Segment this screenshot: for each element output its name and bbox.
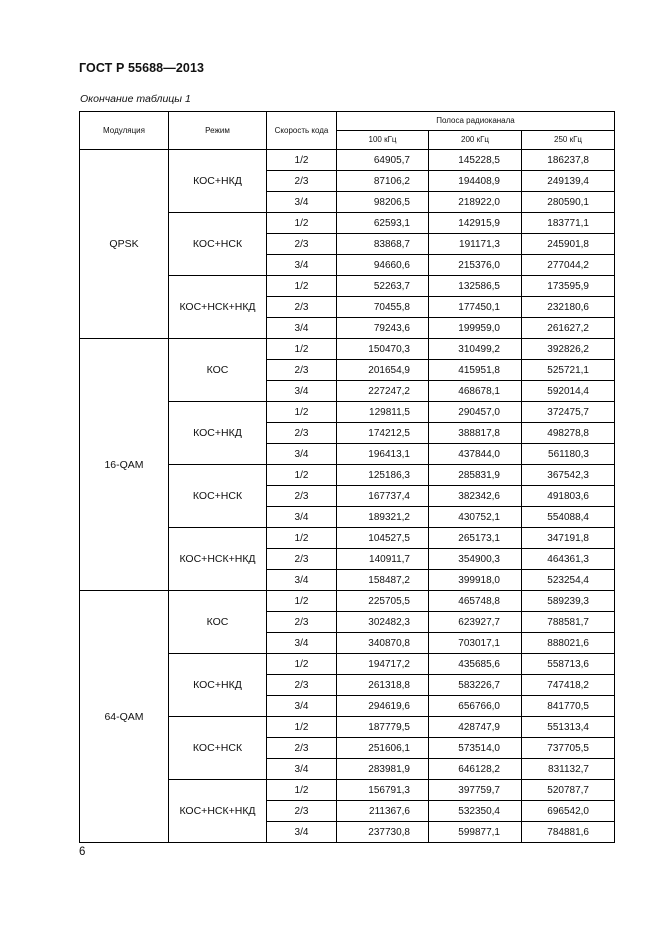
- value-cell: 52263,7: [337, 276, 429, 297]
- value-cell: 428747,9: [429, 717, 522, 738]
- mode-cell: КОС+НКД: [169, 150, 267, 213]
- value-cell: 703017,1: [429, 633, 522, 654]
- code-rate-cell: 1/2: [267, 339, 337, 360]
- value-cell: 525721,1: [522, 360, 615, 381]
- value-cell: 261627,2: [522, 318, 615, 339]
- value-cell: 94660,6: [337, 255, 429, 276]
- value-cell: 554088,4: [522, 507, 615, 528]
- value-cell: 70455,8: [337, 297, 429, 318]
- code-rate-cell: 3/4: [267, 381, 337, 402]
- value-cell: 215376,0: [429, 255, 522, 276]
- value-cell: 261318,8: [337, 675, 429, 696]
- header-bandwidth: Полоса радиоканала: [337, 112, 615, 131]
- document-header: ГОСТ Р 55688—2013: [79, 61, 205, 75]
- code-rate-cell: 1/2: [267, 528, 337, 549]
- value-cell: 788581,7: [522, 612, 615, 633]
- value-cell: 520787,7: [522, 780, 615, 801]
- value-cell: 62593,1: [337, 213, 429, 234]
- code-rate-cell: 3/4: [267, 570, 337, 591]
- value-cell: 104527,5: [337, 528, 429, 549]
- value-cell: 64905,7: [337, 150, 429, 171]
- value-cell: 498278,8: [522, 423, 615, 444]
- value-cell: 280590,1: [522, 192, 615, 213]
- code-rate-cell: 3/4: [267, 696, 337, 717]
- value-cell: 173595,9: [522, 276, 615, 297]
- value-cell: 150470,3: [337, 339, 429, 360]
- value-cell: 367542,3: [522, 465, 615, 486]
- value-cell: 174212,5: [337, 423, 429, 444]
- value-cell: 399918,0: [429, 570, 522, 591]
- code-rate-cell: 2/3: [267, 675, 337, 696]
- code-rate-cell: 2/3: [267, 549, 337, 570]
- mode-cell: КОС+НСК: [169, 213, 267, 276]
- value-cell: 167737,4: [337, 486, 429, 507]
- mode-cell: КОС+НКД: [169, 654, 267, 717]
- value-cell: 232180,6: [522, 297, 615, 318]
- value-cell: 177450,1: [429, 297, 522, 318]
- code-rate-cell: 2/3: [267, 801, 337, 822]
- value-cell: 87106,2: [337, 171, 429, 192]
- modulation-cell: 16-QAM: [80, 339, 169, 591]
- code-rate-cell: 3/4: [267, 444, 337, 465]
- value-cell: 189321,2: [337, 507, 429, 528]
- value-cell: 464361,3: [522, 549, 615, 570]
- code-rate-cell: 2/3: [267, 423, 337, 444]
- value-cell: 583226,7: [429, 675, 522, 696]
- header-bandwidth-100: 100 кГц: [337, 131, 429, 150]
- table-caption: Окончание таблицы 1: [80, 93, 191, 105]
- mode-cell: КОС+НСК+НКД: [169, 780, 267, 843]
- value-cell: 83868,7: [337, 234, 429, 255]
- value-cell: 551313,4: [522, 717, 615, 738]
- code-rate-cell: 2/3: [267, 738, 337, 759]
- value-cell: 194717,2: [337, 654, 429, 675]
- value-cell: 415951,8: [429, 360, 522, 381]
- code-rate-cell: 3/4: [267, 822, 337, 843]
- value-cell: 183771,1: [522, 213, 615, 234]
- value-cell: 191171,3: [429, 234, 522, 255]
- code-rate-cell: 3/4: [267, 507, 337, 528]
- value-cell: 218922,0: [429, 192, 522, 213]
- value-cell: 245901,8: [522, 234, 615, 255]
- value-cell: 196413,1: [337, 444, 429, 465]
- value-cell: 656766,0: [429, 696, 522, 717]
- mode-cell: КОС+НСК: [169, 465, 267, 528]
- value-cell: 340870,8: [337, 633, 429, 654]
- mode-cell: КОС+НСК: [169, 717, 267, 780]
- code-rate-cell: 1/2: [267, 465, 337, 486]
- code-rate-cell: 2/3: [267, 360, 337, 381]
- value-cell: 187779,5: [337, 717, 429, 738]
- value-cell: 599877,1: [429, 822, 522, 843]
- code-rate-cell: 1/2: [267, 654, 337, 675]
- value-cell: 302482,3: [337, 612, 429, 633]
- code-rate-cell: 1/2: [267, 591, 337, 612]
- code-rate-cell: 2/3: [267, 171, 337, 192]
- value-cell: 277044,2: [522, 255, 615, 276]
- value-cell: 841770,5: [522, 696, 615, 717]
- value-cell: 156791,3: [337, 780, 429, 801]
- header-bandwidth-250: 250 кГц: [522, 131, 615, 150]
- header-modulation: Модуляция: [80, 112, 169, 150]
- value-cell: 347191,8: [522, 528, 615, 549]
- value-cell: 397759,7: [429, 780, 522, 801]
- code-rate-cell: 2/3: [267, 486, 337, 507]
- code-rate-cell: 3/4: [267, 192, 337, 213]
- modulation-cell: 64-QAM: [80, 591, 169, 843]
- mode-cell: КОС: [169, 591, 267, 654]
- value-cell: 437844,0: [429, 444, 522, 465]
- value-cell: 225705,5: [337, 591, 429, 612]
- table-row: [80, 591, 615, 612]
- code-rate-cell: 2/3: [267, 612, 337, 633]
- value-cell: 199959,0: [429, 318, 522, 339]
- value-cell: 283981,9: [337, 759, 429, 780]
- value-cell: 465748,8: [429, 591, 522, 612]
- value-cell: 201654,9: [337, 360, 429, 381]
- value-cell: 468678,1: [429, 381, 522, 402]
- value-cell: 784881,6: [522, 822, 615, 843]
- mode-cell: КОС: [169, 339, 267, 402]
- value-cell: 561180,3: [522, 444, 615, 465]
- value-cell: 142915,9: [429, 213, 522, 234]
- value-cell: 125186,3: [337, 465, 429, 486]
- value-cell: 354900,3: [429, 549, 522, 570]
- value-cell: 294619,6: [337, 696, 429, 717]
- code-rate-cell: 1/2: [267, 213, 337, 234]
- code-rate-cell: 1/2: [267, 402, 337, 423]
- value-cell: 491803,6: [522, 486, 615, 507]
- value-cell: 430752,1: [429, 507, 522, 528]
- value-cell: 558713,6: [522, 654, 615, 675]
- value-cell: 747418,2: [522, 675, 615, 696]
- value-cell: 285831,9: [429, 465, 522, 486]
- code-rate-cell: 1/2: [267, 150, 337, 171]
- value-cell: 265173,1: [429, 528, 522, 549]
- value-cell: 392826,2: [522, 339, 615, 360]
- table-body: [80, 150, 615, 843]
- value-cell: 573514,0: [429, 738, 522, 759]
- value-cell: 372475,7: [522, 402, 615, 423]
- mode-cell: КОС+НСК+НКД: [169, 528, 267, 591]
- mode-cell: КОС+НСК+НКД: [169, 276, 267, 339]
- value-cell: 310499,2: [429, 339, 522, 360]
- value-cell: 623927,7: [429, 612, 522, 633]
- value-cell: 592014,4: [522, 381, 615, 402]
- code-rate-cell: 2/3: [267, 234, 337, 255]
- value-cell: 290457,0: [429, 402, 522, 423]
- value-cell: 249139,4: [522, 171, 615, 192]
- value-cell: 129811,5: [337, 402, 429, 423]
- value-cell: 737705,5: [522, 738, 615, 759]
- value-cell: 98206,5: [337, 192, 429, 213]
- value-cell: 382342,6: [429, 486, 522, 507]
- data-table: [79, 111, 615, 843]
- value-cell: 158487,2: [337, 570, 429, 591]
- header-code-rate: Скорость кода: [267, 112, 337, 150]
- value-cell: 186237,8: [522, 150, 615, 171]
- header-mode: Режим: [169, 112, 267, 150]
- value-cell: 646128,2: [429, 759, 522, 780]
- value-cell: 888021,6: [522, 633, 615, 654]
- code-rate-cell: 1/2: [267, 276, 337, 297]
- value-cell: 145228,5: [429, 150, 522, 171]
- value-cell: 79243,6: [337, 318, 429, 339]
- code-rate-cell: 1/2: [267, 717, 337, 738]
- table-row: [80, 339, 615, 360]
- value-cell: 523254,4: [522, 570, 615, 591]
- value-cell: 132586,5: [429, 276, 522, 297]
- code-rate-cell: 2/3: [267, 297, 337, 318]
- table-row: [80, 150, 615, 171]
- code-rate-cell: 3/4: [267, 318, 337, 339]
- value-cell: 140911,7: [337, 549, 429, 570]
- value-cell: 211367,6: [337, 801, 429, 822]
- value-cell: 532350,4: [429, 801, 522, 822]
- value-cell: 435685,6: [429, 654, 522, 675]
- code-rate-cell: 1/2: [267, 780, 337, 801]
- code-rate-cell: 3/4: [267, 255, 337, 276]
- header-bandwidth-200: 200 кГц: [429, 131, 522, 150]
- value-cell: 227247,2: [337, 381, 429, 402]
- page-number: 6: [79, 846, 86, 858]
- value-cell: 388817,8: [429, 423, 522, 444]
- value-cell: 589239,3: [522, 591, 615, 612]
- value-cell: 696542,0: [522, 801, 615, 822]
- value-cell: 194408,9: [429, 171, 522, 192]
- mode-cell: КОС+НКД: [169, 402, 267, 465]
- modulation-cell: QPSK: [80, 150, 169, 339]
- code-rate-cell: 3/4: [267, 759, 337, 780]
- value-cell: 237730,8: [337, 822, 429, 843]
- value-cell: 251606,1: [337, 738, 429, 759]
- value-cell: 831132,7: [522, 759, 615, 780]
- code-rate-cell: 3/4: [267, 633, 337, 654]
